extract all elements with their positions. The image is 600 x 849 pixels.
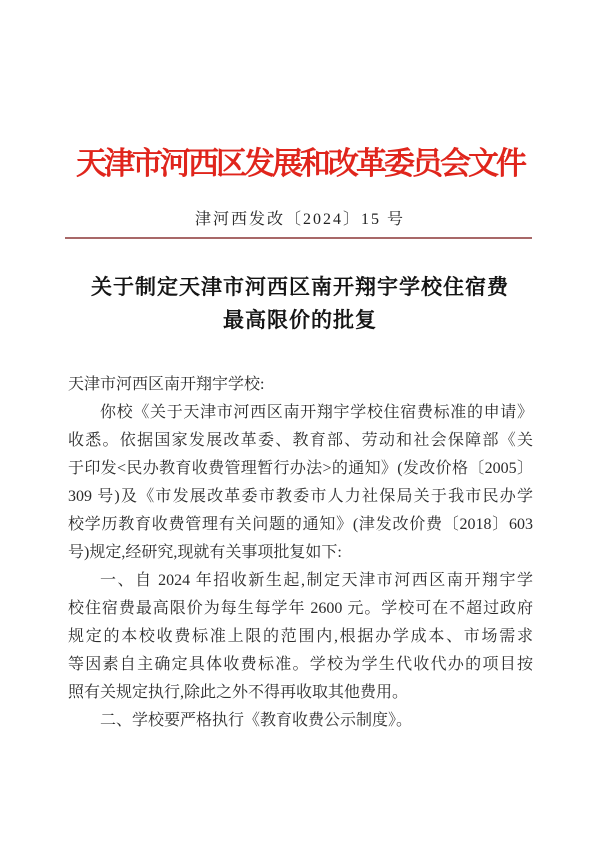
document-number: 津河西发改〔2024〕15 号 [194, 211, 405, 228]
body-line: 你校《关于天津市河西区南开翔宇学校住宿费标准的申请》 [100, 404, 533, 421]
agency-masthead-title: 天津市河西区发展和改革委员会文件 [76, 146, 524, 181]
body-line: 一、自 2024 年招收新生起,制定天津市河西区南开翔宇学 [100, 572, 533, 589]
body-line: 二、学校要严格执行《教育收费公示制度》。 [100, 712, 413, 729]
body-line: 309 号)及《市发展改革委市教委市人力社保局关于我市民办学 [68, 488, 533, 505]
body-line: 规定的本校收费标准上限的范围内,根据办学成本、市场需求 [68, 628, 533, 645]
red-divider-rule [65, 237, 532, 239]
document-subject-title-line1: 关于制定天津市河西区南开翔宇学校住宿费 [91, 275, 509, 299]
salutation-line: 天津市河西区南开翔宇学校: [68, 376, 265, 393]
document-subject-title-line2: 最高限价的批复 [223, 308, 377, 332]
document-body [68, 371, 533, 735]
body-line: 号)规定,经研究,现就有关事项批复如下: [68, 544, 342, 561]
body-line: 校住宿费最高限价为每生每学年 2600 元。学校可在不超过政府 [68, 600, 533, 617]
body-line: 校学历教育收费管理有关问题的通知》(津发改价费〔2018〕603 [68, 516, 533, 533]
body-line: 收悉。依据国家发展改革委、教育部、劳动和社会保障部《关 [68, 432, 533, 449]
body-line: 于印发<民办教育收费管理暂行办法>的通知》(发改价格〔2005〕 [68, 460, 533, 477]
body-line: 照有关规定执行,除此之外不得再收取其他费用。 [68, 684, 409, 701]
body-line: 等因素自主确定具体收费标准。学校为学生代收代办的项目按 [68, 656, 533, 673]
document-subject-title [0, 271, 600, 337]
